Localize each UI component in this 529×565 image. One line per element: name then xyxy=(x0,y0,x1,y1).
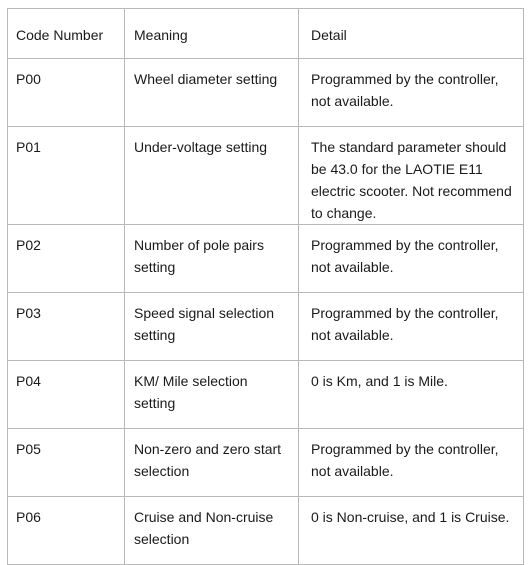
detail-text: Programmed by the controller, not available. xyxy=(311,71,499,109)
meaning-cell xyxy=(125,225,299,293)
meaning-cell xyxy=(125,59,299,127)
meaning-cell xyxy=(125,127,299,225)
code-text: P06 xyxy=(16,509,41,525)
table-row xyxy=(8,429,524,497)
code-cell xyxy=(8,293,125,361)
detail-text: 0 is Km, and 1 is Mile. xyxy=(311,373,448,389)
code-cell xyxy=(8,429,125,497)
table-row xyxy=(8,225,524,293)
meaning-cell xyxy=(125,361,299,429)
detail-cell xyxy=(299,225,524,293)
code-text: P03 xyxy=(16,305,41,321)
detail-text: Programmed by the controller, not available. xyxy=(311,441,499,479)
table-row xyxy=(8,361,524,429)
code-text: P04 xyxy=(16,373,41,389)
code-text: P02 xyxy=(16,237,41,253)
code-cell xyxy=(8,59,125,127)
table-row xyxy=(8,293,524,361)
table-row xyxy=(8,497,524,565)
detail-text: The standard parameter should be 43.0 for the LAOTIE E11 electric scooter. Not recommend to change. xyxy=(311,139,512,221)
meaning-text: Wheel diameter setting xyxy=(134,71,278,87)
table-row xyxy=(8,127,524,225)
code-cell xyxy=(8,225,125,293)
table-row xyxy=(8,59,524,127)
meaning-text: Cruise and Non-cruise selection xyxy=(134,509,274,547)
meaning-text: Under-voltage setting xyxy=(134,139,268,155)
table-header-row xyxy=(8,9,524,59)
header-detail-label: Detail xyxy=(311,27,347,43)
meaning-text: Non-zero and zero start selection xyxy=(134,441,282,479)
meaning-text: Speed signal selection setting xyxy=(134,305,275,343)
meaning-cell xyxy=(125,293,299,361)
meaning-text: KM/ Mile selection setting xyxy=(134,373,248,411)
detail-cell xyxy=(299,293,524,361)
meaning-cell xyxy=(125,497,299,565)
header-meaning xyxy=(125,9,299,59)
code-text: P01 xyxy=(16,139,41,155)
code-text: P05 xyxy=(16,441,41,457)
code-text: P00 xyxy=(16,71,41,87)
detail-cell xyxy=(299,59,524,127)
detail-cell xyxy=(299,497,524,565)
header-code-number xyxy=(8,9,125,59)
detail-text: Programmed by the controller, not available. xyxy=(311,305,499,343)
detail-cell xyxy=(299,361,524,429)
detail-text: 0 is Non-cruise, and 1 is Cruise. xyxy=(311,509,510,525)
detail-cell xyxy=(299,127,524,225)
header-code-number-label: Code Number xyxy=(16,27,104,43)
code-cell xyxy=(8,497,125,565)
parameter-code-table xyxy=(7,8,524,565)
header-meaning-label: Meaning xyxy=(134,27,188,43)
code-cell xyxy=(8,127,125,225)
meaning-cell xyxy=(125,429,299,497)
detail-cell xyxy=(299,429,524,497)
meaning-text: Number of pole pairs setting xyxy=(134,237,264,275)
code-cell xyxy=(8,361,125,429)
detail-text: Programmed by the controller, not available. xyxy=(311,237,499,275)
header-detail xyxy=(299,9,524,59)
